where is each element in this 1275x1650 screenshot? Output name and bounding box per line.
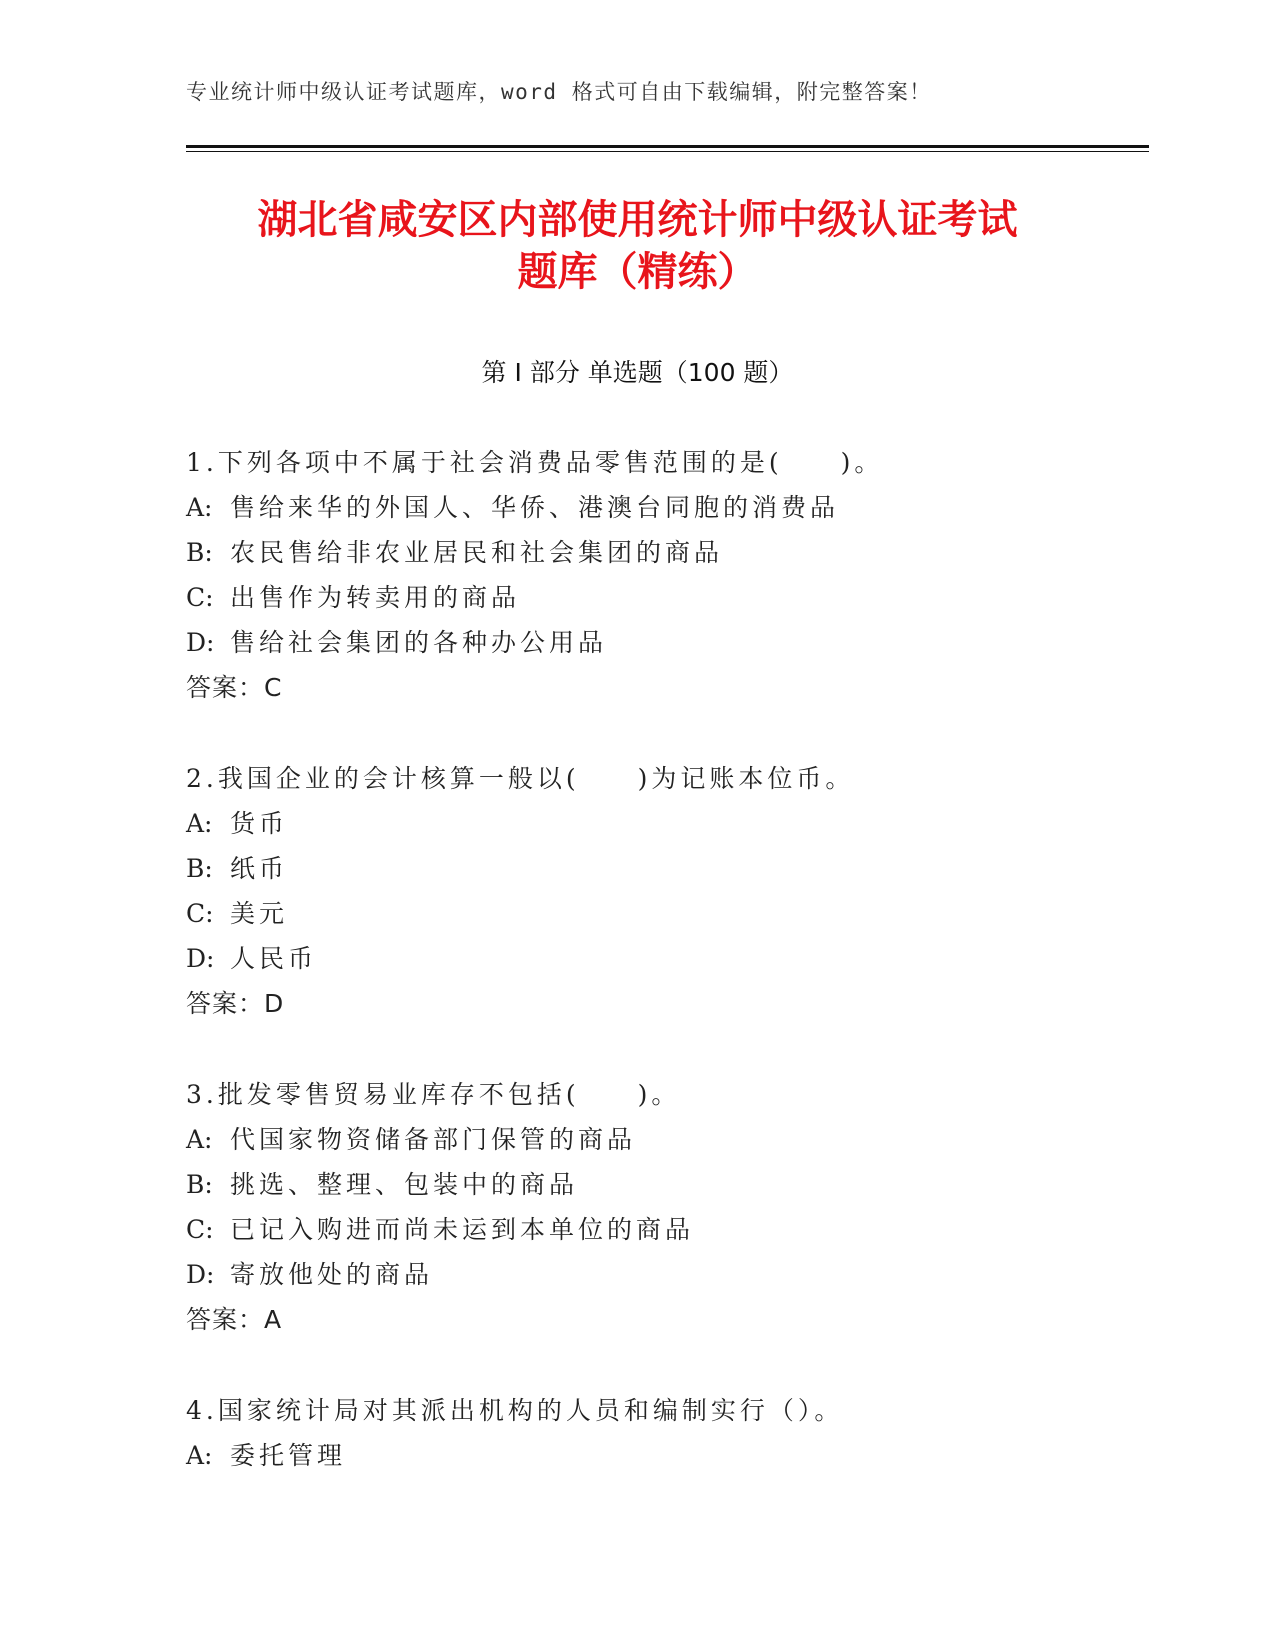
option-key: D:	[186, 1260, 215, 1289]
option-d	[186, 1252, 1166, 1297]
option-key: C:	[186, 1215, 214, 1244]
question-4	[186, 1388, 1166, 1478]
option-text: 委托管理	[230, 1441, 347, 1470]
option-a	[186, 1433, 1166, 1478]
option-key: A:	[186, 1441, 213, 1470]
option-text: 已记入购进而尚未运到本单位的商品	[230, 1215, 695, 1244]
option-key: B:	[186, 538, 213, 567]
option-d	[186, 620, 1166, 665]
option-b	[186, 530, 1166, 575]
option-b	[186, 1162, 1166, 1207]
option-c	[186, 891, 1166, 936]
question-stem: 3.批发零售贸易业库存不包括( )。	[186, 1080, 681, 1109]
question-stem: 4.国家统计局对其派出机构的人员和编制实行（）。	[186, 1396, 844, 1425]
option-a	[186, 801, 1166, 846]
option-key: A:	[186, 1125, 213, 1154]
option-text: 美元	[230, 899, 289, 928]
option-text: 挑选、整理、包装中的商品	[230, 1170, 579, 1199]
section-title: 第 I 部分 单选题（100 题）	[481, 358, 794, 387]
option-a	[186, 1117, 1166, 1162]
question-1	[186, 440, 1166, 710]
option-key: A:	[186, 493, 213, 522]
answer-line: 答案：C	[186, 673, 283, 702]
option-text: 货币	[230, 809, 289, 838]
option-text: 代国家物资储备部门保管的商品	[230, 1125, 637, 1154]
option-key: A:	[186, 809, 213, 838]
option-key: B:	[186, 854, 213, 883]
question-2	[186, 756, 1166, 1026]
header-note: 专业统计师中级认证考试题库，word 格式可自由下载编辑，附完整答案！	[186, 80, 932, 104]
option-text: 寄放他处的商品	[230, 1260, 434, 1289]
option-d	[186, 936, 1166, 981]
option-key: D:	[186, 944, 215, 973]
option-b	[186, 846, 1166, 891]
document-title-line-2: 题库（精练）	[517, 249, 758, 295]
option-c	[186, 1207, 1166, 1252]
answer-line: 答案：A	[186, 1305, 283, 1334]
option-text: 纸币	[230, 854, 289, 883]
header-rule-thick	[186, 145, 1149, 148]
question-stem: 1.下列各项中不属于社会消费品零售范围的是( )。	[186, 448, 884, 477]
option-text: 售给社会集团的各种办公用品	[230, 628, 608, 657]
question-3	[186, 1072, 1166, 1342]
option-key: D:	[186, 628, 215, 657]
option-key: C:	[186, 583, 214, 612]
option-key: C:	[186, 899, 214, 928]
answer-line: 答案：D	[186, 989, 285, 1018]
document-title	[150, 194, 1125, 298]
option-text: 农民售给非农业居民和社会集团的商品	[230, 538, 724, 567]
option-text: 售给来华的外国人、华侨、港澳台同胞的消费品	[230, 493, 840, 522]
header-rule-thin	[186, 151, 1149, 152]
option-c	[186, 575, 1166, 620]
question-stem: 2.我国企业的会计核算一般以( )为记账本位币。	[186, 764, 855, 793]
question-list	[186, 440, 1166, 1524]
option-key: B:	[186, 1170, 213, 1199]
option-a	[186, 485, 1166, 530]
document-title-line-1: 湖北省咸安区内部使用统计师中级认证考试	[257, 197, 1018, 243]
option-text: 出售作为转卖用的商品	[230, 583, 521, 612]
option-text: 人民币	[230, 944, 318, 973]
